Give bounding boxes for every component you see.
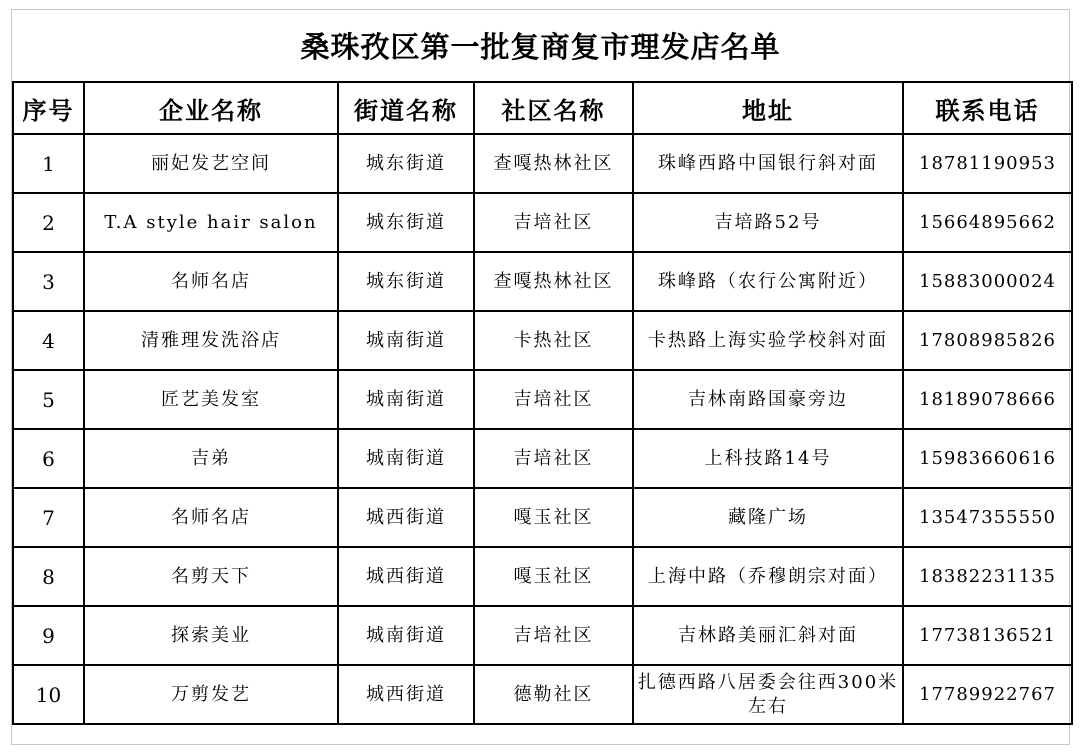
cell-address: 吉培路52号	[633, 193, 903, 252]
cell-index: 6	[13, 429, 84, 488]
document-title: 桑珠孜区第一批复商复市理发店名单	[300, 30, 781, 64]
cell-community: 查嘎热林社区	[474, 252, 633, 311]
cell-index: 2	[13, 193, 84, 252]
cell-address: 扎德西路八居委会往西300米左右	[633, 665, 903, 724]
cell-phone: 18781190953	[903, 134, 1072, 193]
cell-community: 查嘎热林社区	[474, 134, 633, 193]
cell-company: 匠艺美发室	[84, 370, 338, 429]
cell-community: 嘎玉社区	[474, 547, 633, 606]
cell-phone: 13547355550	[903, 488, 1072, 547]
table-row	[13, 311, 1072, 370]
cell-company: 丽妃发艺空间	[84, 134, 338, 193]
cell-index: 5	[13, 370, 84, 429]
table-row	[13, 665, 1072, 724]
barbershop-table	[12, 81, 1073, 725]
cell-phone: 15664895662	[903, 193, 1072, 252]
cell-phone: 18189078666	[903, 370, 1072, 429]
cell-address: 吉林路美丽汇斜对面	[633, 606, 903, 665]
header-street: 街道名称	[338, 82, 474, 134]
cell-street: 城南街道	[338, 606, 474, 665]
cell-street: 城西街道	[338, 488, 474, 547]
cell-community: 吉培社区	[474, 193, 633, 252]
table-row	[13, 429, 1072, 488]
cell-index: 3	[13, 252, 84, 311]
cell-address: 珠峰路（农行公寓附近）	[633, 252, 903, 311]
cell-phone: 17738136521	[903, 606, 1072, 665]
cell-company: 名师名店	[84, 488, 338, 547]
cell-index: 10	[13, 665, 84, 724]
cell-company: 吉弟	[84, 429, 338, 488]
cell-community: 嘎玉社区	[474, 488, 633, 547]
cell-address: 藏隆广场	[633, 488, 903, 547]
cell-address: 卡热路上海实验学校斜对面	[633, 311, 903, 370]
cell-street: 城南街道	[338, 311, 474, 370]
table-row	[13, 134, 1072, 193]
cell-street: 城南街道	[338, 429, 474, 488]
table-row	[13, 193, 1072, 252]
cell-street: 城东街道	[338, 134, 474, 193]
table-row	[13, 488, 1072, 547]
table-row	[13, 606, 1072, 665]
table-body	[13, 134, 1072, 724]
header-address: 地址	[633, 82, 903, 134]
cell-phone: 15983660616	[903, 429, 1072, 488]
cell-address: 吉林南路国豪旁边	[633, 370, 903, 429]
table-header-row	[13, 82, 1072, 134]
cell-address: 上科技路14号	[633, 429, 903, 488]
cell-street: 城南街道	[338, 370, 474, 429]
table-row	[13, 547, 1072, 606]
table-row	[13, 370, 1072, 429]
cell-company: 名师名店	[84, 252, 338, 311]
cell-community: 德勒社区	[474, 665, 633, 724]
cell-phone: 17789922767	[903, 665, 1072, 724]
cell-street: 城东街道	[338, 252, 474, 311]
header-phone: 联系电话	[903, 82, 1072, 134]
cell-address: 上海中路（乔穆朗宗对面）	[633, 547, 903, 606]
header-community: 社区名称	[474, 82, 633, 134]
cell-community: 吉培社区	[474, 429, 633, 488]
cell-index: 9	[13, 606, 84, 665]
cell-index: 8	[13, 547, 84, 606]
cell-community: 吉培社区	[474, 606, 633, 665]
cell-street: 城西街道	[338, 665, 474, 724]
cell-company: 名剪天下	[84, 547, 338, 606]
cell-company: T.A style hair salon	[84, 193, 338, 252]
cell-community: 吉培社区	[474, 370, 633, 429]
cell-index: 7	[13, 488, 84, 547]
cell-phone: 17808985826	[903, 311, 1072, 370]
cell-company: 探索美业	[84, 606, 338, 665]
cell-company: 万剪发艺	[84, 665, 338, 724]
cell-index: 4	[13, 311, 84, 370]
cell-street: 城东街道	[338, 193, 474, 252]
cell-community: 卡热社区	[474, 311, 633, 370]
cell-street: 城西街道	[338, 547, 474, 606]
cell-phone: 15883000024	[903, 252, 1072, 311]
cell-company: 清雅理发洗浴店	[84, 311, 338, 370]
table-row	[13, 252, 1072, 311]
header-company: 企业名称	[84, 82, 338, 134]
header-index: 序号	[13, 82, 84, 134]
cell-phone: 18382231135	[903, 547, 1072, 606]
document-sheet	[11, 9, 1070, 745]
cell-address: 珠峰西路中国银行斜对面	[633, 134, 903, 193]
cell-index: 1	[13, 134, 84, 193]
